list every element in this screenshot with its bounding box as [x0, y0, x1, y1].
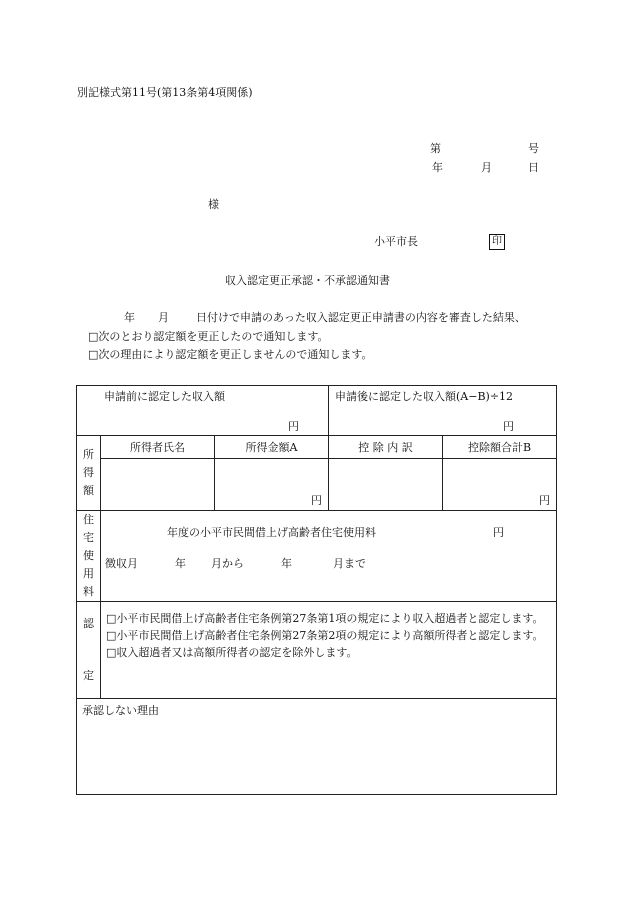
income-label: [77, 436, 101, 511]
recipient-sama: 様: [208, 198, 219, 211]
option-revised: □次のとおり認定額を更正したので通知します。: [88, 330, 329, 343]
collection-from-month: 月から: [211, 557, 244, 570]
housing-label-char-4: 用: [83, 567, 94, 580]
col-earner-name: 所得者氏名: [101, 436, 215, 459]
body-year: 年: [124, 311, 135, 324]
approval-label-char-1: 認: [83, 617, 94, 630]
form-number: 別記様式第11号(第13条第4項関係): [77, 86, 253, 99]
approval-option-high-income: □小平市民間借上げ高齢者住宅条例第27条第2項の規定により高額所得者と認定します。: [106, 629, 544, 642]
col-income-amount: 所得金額A: [215, 436, 329, 459]
approval-label-char-2: 定: [83, 669, 94, 682]
collection-until-month: 月まで: [333, 557, 366, 570]
before-income-cell: [77, 386, 329, 436]
deduction-breakdown-value: [329, 459, 443, 511]
collection-from-year: 年: [175, 557, 186, 570]
date-year: 年: [432, 161, 443, 174]
collection-until-year: 年: [281, 557, 292, 570]
deduction-total-yen: 円: [539, 494, 551, 507]
doc-number-dai: 第: [430, 142, 441, 155]
housing-fee-cell: [101, 511, 557, 602]
approval-label: [77, 602, 101, 699]
housing-label-char-1: 住: [83, 513, 94, 526]
document-title: 収入認定更正承認・不承認通知書: [225, 274, 390, 287]
housing-fee-label: [77, 511, 101, 602]
date-month: 月: [481, 161, 492, 174]
housing-label-char-2: 宅: [83, 531, 94, 544]
income-label-char-3: 額: [83, 484, 94, 497]
housing-label-char-5: 料: [83, 585, 94, 598]
option-not-revised: □次の理由により認定額を更正しませんので通知します。: [88, 348, 373, 361]
after-income-yen: 円: [503, 420, 515, 433]
body-month: 月: [158, 311, 169, 324]
income-label-char-2: 得: [83, 466, 94, 479]
after-income-cell: [329, 386, 557, 436]
before-income-label: 申請前に認定した収入額: [104, 390, 225, 403]
collection-label: 徴収月: [105, 557, 138, 570]
housing-fee-yen: 円: [493, 526, 504, 539]
earner-name-value: [101, 459, 215, 511]
sender-name: 小平市長: [374, 235, 418, 248]
housing-fee-text: 年度の小平市民間借上げ高齢者住宅使用料: [167, 526, 376, 539]
housing-label-char-3: 使: [83, 549, 94, 562]
body-text: 日付けで申請のあった収入認定更正申請書の内容を審査した結果、: [196, 311, 526, 324]
approval-option-exclude: □収入超過者又は高額所得者の認定を除外します。: [106, 646, 358, 659]
doc-number-go: 号: [528, 142, 539, 155]
rejection-reason-label: 承認しない理由: [82, 704, 159, 717]
notification-table: [76, 385, 557, 795]
before-income-yen: 円: [288, 420, 299, 433]
deduction-total-value: [443, 459, 557, 511]
approval-option-excess-income: □小平市民間借上げ高齢者住宅条例第27条第1項の規定により収入超過者と認定します。: [106, 612, 544, 625]
col-deduction-breakdown: 控 除 内 訳: [329, 436, 443, 459]
income-amount-value: [215, 459, 329, 511]
date-day: 日: [528, 161, 539, 174]
col-deduction-total: 控除額合計B: [443, 436, 557, 459]
approval-cell: [101, 602, 557, 699]
after-income-label: 申請後に認定した収入額(A−B)÷12: [335, 390, 514, 403]
rejection-reason-cell: [77, 699, 557, 795]
income-label-char-1: 所: [83, 448, 94, 461]
seal-stamp: 印: [489, 234, 505, 250]
income-amount-yen: 円: [311, 494, 323, 507]
